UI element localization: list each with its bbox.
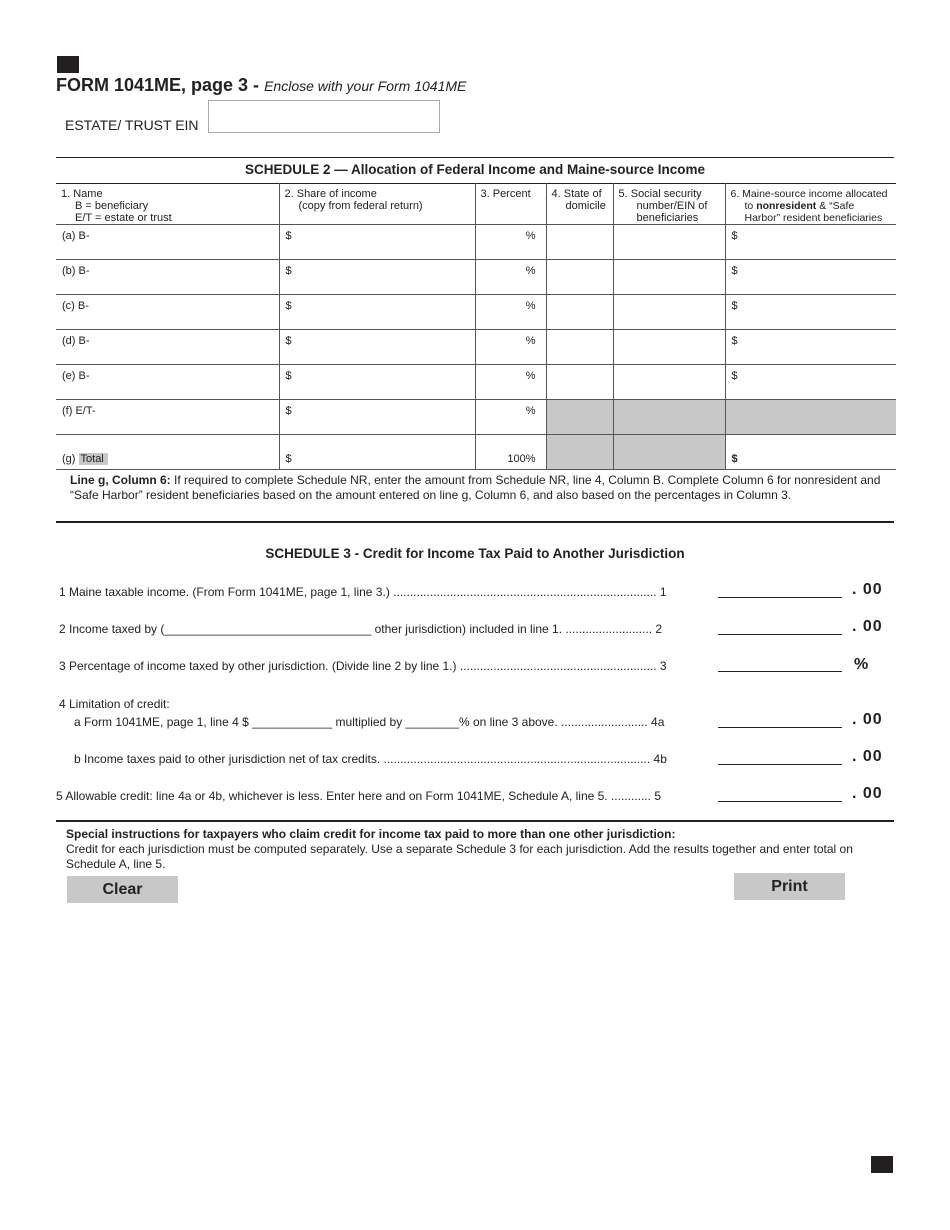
clear-button[interactable]: Clear: [67, 876, 178, 903]
line2-input[interactable]: [718, 634, 842, 635]
line2-cents: . 00: [852, 618, 883, 635]
col2-line2: (copy from federal return): [298, 200, 423, 212]
maine-source-cell[interactable]: $: [725, 295, 896, 330]
ein-label: ESTATE/ TRUST EIN: [65, 117, 199, 133]
row-label[interactable]: (c) B-: [56, 295, 279, 330]
ssn-cell[interactable]: [613, 225, 725, 260]
col4-line1: 4. State of: [551, 188, 602, 200]
special-instructions-text: Credit for each jurisdiction must be computed separately. Use a separate Schedule 3 for each jurisdiction. Add the results together and enter total on Schedule A, line 5.: [66, 842, 853, 871]
maine-source-cell[interactable]: $: [725, 260, 896, 295]
line4b-cents: . 00: [852, 748, 883, 765]
line5-cents: . 00: [852, 785, 883, 802]
col1-line2: B = beneficiary: [75, 200, 149, 212]
state-cell[interactable]: [546, 365, 613, 400]
total-percent-cell: 100%: [475, 435, 546, 470]
col-header-state: [546, 184, 613, 225]
divider-special-top: [56, 820, 894, 822]
divider-schedule3-top: [56, 521, 894, 523]
share-cell[interactable]: $: [279, 295, 475, 330]
row-label[interactable]: (f) E/T-: [56, 400, 279, 435]
line4a-cents: . 00: [852, 711, 883, 728]
form-title-main: FORM 1041ME, page 3 -: [56, 75, 260, 95]
total-label-text: Total: [79, 453, 108, 465]
state-cell[interactable]: [546, 260, 613, 295]
table-row: [56, 295, 896, 330]
col5-line1: 5. Social security: [618, 188, 702, 200]
table-row-total: [56, 435, 896, 470]
line3-percent-sign: %: [854, 656, 870, 673]
line1-input[interactable]: [718, 597, 842, 598]
schedule3-line1: 1 Maine taxable income. (From Form 1041ME, page 1, line 3.) ............................................................................... 1: [59, 585, 667, 599]
percent-cell[interactable]: %: [475, 225, 546, 260]
col6-line2-pre: to: [744, 200, 757, 212]
row-label[interactable]: (e) B-: [56, 365, 279, 400]
percent-cell[interactable]: %: [475, 330, 546, 365]
col-header-name: [56, 184, 279, 225]
row-label[interactable]: (a) B-: [56, 225, 279, 260]
line-g-note-text: If required to complete Schedule NR, enter the amount from Schedule NR, line 4, Column B. Complete Column 6 for nonresident and “Safe Harbor” resident beneficiaries based on the amount entered on line g, Column 6, and also based on the percentages in Column 3.: [70, 473, 881, 502]
schedule2-header-row: [56, 184, 896, 225]
line-g-note-bold: Line g, Column 6:: [70, 473, 171, 487]
state-cell[interactable]: [546, 225, 613, 260]
share-cell[interactable]: $: [279, 330, 475, 365]
col-header-share: [279, 184, 475, 225]
percent-cell[interactable]: %: [475, 295, 546, 330]
ssn-cell[interactable]: [613, 260, 725, 295]
schedule2-table: [56, 183, 896, 470]
maine-source-cell-disabled: [725, 400, 896, 435]
maine-source-cell[interactable]: $: [725, 330, 896, 365]
line4b-input[interactable]: [718, 764, 842, 765]
total-label-prefix: (g): [62, 453, 76, 465]
special-instructions: [66, 827, 888, 872]
share-cell[interactable]: $: [279, 225, 475, 260]
ein-input[interactable]: [208, 100, 440, 133]
col6-line2-bold: nonresident: [756, 200, 817, 212]
total-maine-source-cell[interactable]: [725, 435, 896, 470]
table-row: [56, 330, 896, 365]
col5-line2: number/EIN of: [636, 200, 708, 212]
schedule3-title: SCHEDULE 3 - Credit for Income Tax Paid to Another Jurisdiction: [265, 546, 685, 561]
corner-mark-top-left: [57, 56, 79, 73]
schedule3-line3: 3 Percentage of income taxed by other jurisdiction. (Divide line 2 by line 1.) ........................................................... 3: [59, 659, 667, 673]
col4-line2: domicile: [565, 200, 606, 212]
table-row-estate-trust: [56, 400, 896, 435]
schedule2-title: SCHEDULE 2 — Allocation of Federal Income and Maine-source Income: [244, 162, 706, 177]
schedule3-line4-header: 4 Limitation of credit:: [59, 697, 170, 711]
share-cell[interactable]: $: [279, 260, 475, 295]
special-instructions-heading: Special instructions for taxpayers who claim credit for income tax paid to more than one other jurisdiction:: [66, 827, 676, 841]
ssn-cell-disabled: [613, 400, 725, 435]
col-header-percent: [475, 184, 546, 225]
total-maine-source-dollar: $: [731, 453, 738, 465]
maine-source-cell[interactable]: $: [725, 225, 896, 260]
table-row: [56, 365, 896, 400]
percent-cell[interactable]: %: [475, 365, 546, 400]
total-share-cell[interactable]: $: [279, 435, 475, 470]
schedule3-line5: 5 Allowable credit: line 4a or 4b, whichever is less. Enter here and on Form 1041ME, Schedule A, line 5. ............ 5: [56, 789, 661, 803]
col3-label: 3. Percent: [480, 188, 531, 200]
divider-schedule2-top: [56, 157, 894, 158]
col6-line2-post: & “Safe: [816, 200, 855, 212]
line-g-note: [70, 473, 890, 503]
ssn-cell[interactable]: [613, 365, 725, 400]
col-header-ssn: [613, 184, 725, 225]
total-state-cell: [546, 435, 613, 470]
page-title: [56, 75, 466, 96]
line4a-input[interactable]: [718, 727, 842, 728]
state-cell[interactable]: [546, 330, 613, 365]
line1-cents: . 00: [852, 581, 883, 598]
col-header-maine-source: [725, 184, 896, 225]
total-label: [56, 435, 279, 470]
print-button[interactable]: Print: [734, 873, 845, 900]
total-ssn-cell: [613, 435, 725, 470]
col6-line1: 6. Maine-source income allocated: [730, 188, 888, 200]
percent-cell[interactable]: %: [475, 260, 546, 295]
col5-line3: beneficiaries: [636, 212, 699, 224]
share-cell[interactable]: $: [279, 365, 475, 400]
corner-mark-bottom-right: [871, 1156, 893, 1173]
col1-line1: 1. Name: [61, 188, 103, 200]
ssn-cell[interactable]: [613, 295, 725, 330]
col2-line1: 2. Share of income: [284, 188, 377, 200]
schedule3-line4a: a Form 1041ME, page 1, line 4 $ ____________ multiplied by ________% on line 3 above. .......................... 4a: [74, 715, 665, 729]
form-title-subtitle: Enclose with your Form 1041ME: [264, 78, 467, 94]
table-row: [56, 225, 896, 260]
table-row: [56, 260, 896, 295]
row-label[interactable]: (d) B-: [56, 330, 279, 365]
maine-source-cell[interactable]: $: [725, 365, 896, 400]
line3-input[interactable]: [718, 671, 842, 672]
state-cell-disabled: [546, 400, 613, 435]
row-label[interactable]: (b) B-: [56, 260, 279, 295]
col1-line3: E/T = estate or trust: [75, 212, 172, 224]
ssn-cell[interactable]: [613, 330, 725, 365]
line5-input[interactable]: [718, 801, 842, 802]
state-cell[interactable]: [546, 295, 613, 330]
col6-line3: Harbor” resident beneficiaries: [744, 212, 883, 224]
share-cell[interactable]: $: [279, 400, 475, 435]
schedule3-line4b: b Income taxes paid to other jurisdiction net of tax credits. ................................................................................ 4b: [74, 752, 667, 766]
percent-cell[interactable]: %: [475, 400, 546, 435]
schedule3-line2: 2 Income taxed by (_______________________________ other jurisdiction) included in line 1. .......................... 2: [59, 622, 663, 636]
